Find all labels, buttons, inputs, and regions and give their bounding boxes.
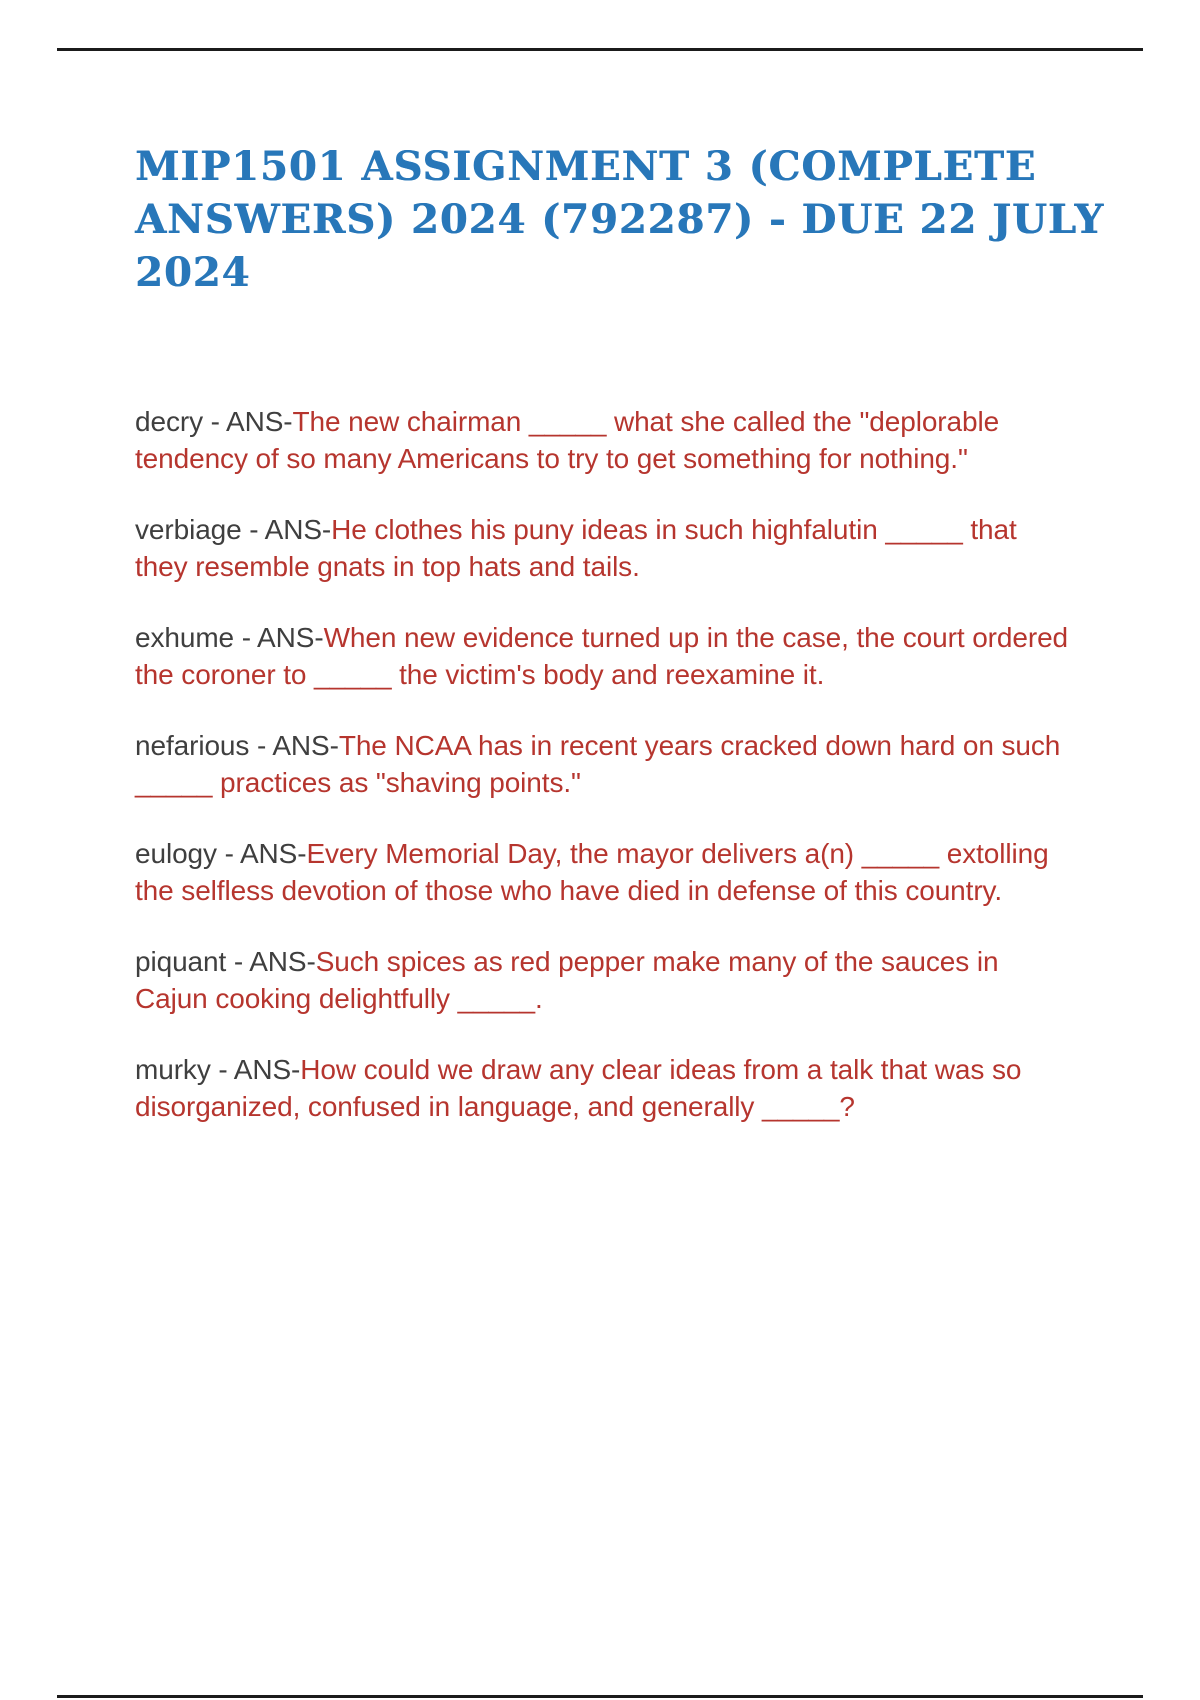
page-title-line: MIP1501 ASSIGNMENT 3 (COMPLETE [135, 143, 1037, 190]
qa-term: nefarious - ANS- [135, 730, 339, 761]
qa-item-nefarious [135, 727, 1075, 801]
page-title-line: ANSWERS) 2024 (792287) - DUE 22 JULY [135, 196, 1104, 243]
qa-item-eulogy [135, 835, 1075, 909]
qa-item-decry [135, 403, 1075, 477]
page-title-line: 2024 [135, 249, 251, 296]
bottom-horizontal-rule [57, 1695, 1143, 1698]
qa-term: eulogy - ANS- [135, 838, 307, 869]
qa-answer: When new evidence turned up in the case, the court ordered the coroner to _____ the victim's body and reexamine it. [135, 622, 1069, 690]
qa-item-murky [135, 1051, 1075, 1125]
qa-term: decry - ANS- [135, 406, 293, 437]
qa-answer: How could we draw any clear ideas from a talk that was so disorganized, confused in language, and generally _____? [135, 1054, 1022, 1122]
qa-answer: The new chairman _____ what she called the "deplorable tendency of so many Americans to try to get something for nothing." [135, 406, 1000, 474]
top-horizontal-rule [57, 48, 1143, 51]
qa-answer: He clothes his puny ideas in such highfalutin _____ that they resemble gnats in top hats and tails. [135, 514, 1017, 582]
qa-answer: The NCAA has in recent years cracked down hard on such _____ practices as "shaving points." [135, 730, 1061, 798]
qa-list [135, 403, 1110, 1125]
qa-item-exhume [135, 619, 1075, 693]
page-title [135, 140, 1110, 299]
page-content [135, 140, 1110, 1159]
qa-term: verbiage - ANS- [135, 514, 332, 545]
qa-answer: Such spices as red pepper make many of the sauces in Cajun cooking delightfully _____. [135, 946, 999, 1014]
qa-term: murky - ANS- [135, 1054, 301, 1085]
qa-item-piquant [135, 943, 1075, 1017]
qa-term: piquant - ANS- [135, 946, 316, 977]
qa-term: exhume - ANS- [135, 622, 324, 653]
qa-item-verbiage [135, 511, 1075, 585]
qa-answer: Every Memorial Day, the mayor delivers a(n) _____ extolling the selfless devotion of those who have died in defense of this country. [135, 838, 1049, 906]
